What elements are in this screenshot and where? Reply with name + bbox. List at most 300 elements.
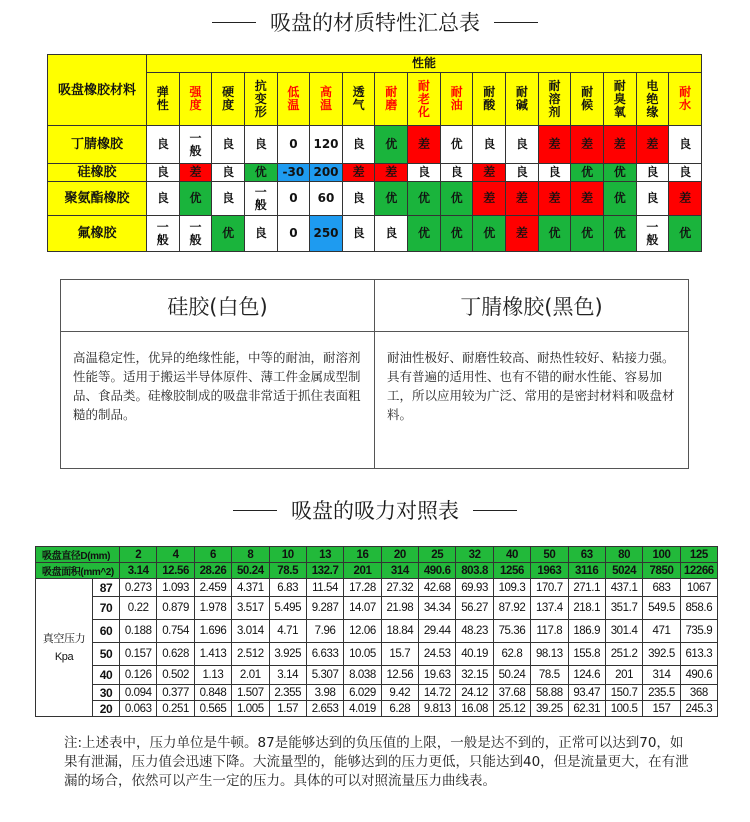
- header-cell: 63: [568, 547, 605, 563]
- rating-value: 良: [156, 165, 169, 179]
- force-cell: 392.5: [643, 643, 680, 666]
- force-cell: 100.5: [605, 701, 642, 717]
- table-row: [48, 216, 702, 252]
- force-cell: 301.4: [605, 620, 642, 643]
- force-cell: 0.565: [194, 701, 231, 717]
- force-cell: 12.06: [344, 620, 381, 643]
- force-cell: 201: [605, 666, 642, 685]
- rating-cell: [440, 126, 473, 164]
- column-header: [342, 73, 375, 126]
- force-cell: 24.12: [456, 685, 493, 701]
- material-description-box: [60, 279, 689, 469]
- rating-value: 差: [515, 191, 528, 205]
- pressure-label: [36, 579, 93, 717]
- column-header-label: 耐磨: [385, 85, 398, 112]
- rating-value: 差: [548, 137, 561, 151]
- force-cell: 48.23: [456, 620, 493, 643]
- force-cell: 14.72: [419, 685, 456, 701]
- rating-value: 0: [289, 226, 298, 240]
- rating-value: 良: [515, 137, 528, 151]
- rating-value: 200: [313, 165, 339, 179]
- force-cell: 4.371: [232, 579, 269, 597]
- table-row: [36, 685, 718, 701]
- force-cell: 4.019: [344, 701, 381, 717]
- force-cell: 1.13: [194, 666, 231, 685]
- rating-cell: [669, 126, 702, 164]
- force-cell: 37.68: [493, 685, 530, 701]
- force-cell: 69.93: [456, 579, 493, 597]
- force-cell: 7.96: [306, 620, 343, 643]
- rating-value: 优: [417, 191, 430, 205]
- description-nitrile: [374, 280, 688, 468]
- force-cell: 235.5: [643, 685, 680, 701]
- force-cell: 0.377: [157, 685, 194, 701]
- rating-cell: [636, 164, 669, 182]
- header-cell: 125: [680, 547, 717, 563]
- column-header-label: 强度: [189, 85, 202, 112]
- force-cell: 0.273: [120, 579, 157, 597]
- material-name: 聚氨酯橡胶: [48, 182, 147, 216]
- force-cell: 62.31: [568, 701, 605, 717]
- force-cell: 368: [680, 685, 717, 701]
- rating-value: 良: [222, 191, 235, 205]
- force-cell: 0.754: [157, 620, 194, 643]
- rating-cell: [310, 182, 343, 216]
- material-properties-table: [47, 54, 702, 252]
- column-header-label: 耐溶剂: [548, 78, 561, 119]
- force-cell: 32.15: [456, 666, 493, 685]
- pressure-value: 70: [93, 597, 120, 620]
- rating-value: 优: [254, 165, 267, 179]
- force-cell: 42.68: [419, 579, 456, 597]
- rating-cell: [179, 164, 212, 182]
- rating-cell: [506, 164, 539, 182]
- rating-value: 良: [646, 191, 659, 205]
- rating-cell: [603, 216, 636, 252]
- rating-cell: [506, 182, 539, 216]
- table-row: [36, 701, 718, 717]
- material-name: 氟橡胶: [48, 216, 147, 252]
- header-label: 吸盘面积(mm^2): [36, 563, 120, 579]
- column-header: [244, 73, 277, 126]
- force-cell: 98.13: [531, 643, 568, 666]
- rating-value: 差: [483, 191, 496, 205]
- rating-value: 差: [483, 165, 496, 179]
- rating-value: 良: [222, 137, 235, 151]
- rating-value: 差: [548, 191, 561, 205]
- rating-value: 一般: [254, 184, 267, 212]
- header-cell: 1963: [531, 563, 568, 579]
- force-cell: 16.08: [456, 701, 493, 717]
- rating-value: 优: [613, 165, 626, 179]
- rating-cell: [277, 216, 310, 252]
- header-cell: 132.7: [306, 563, 343, 579]
- rating-cell: [408, 164, 441, 182]
- rating-cell: [669, 216, 702, 252]
- rating-value: 250: [313, 226, 339, 240]
- force-cell: 170.7: [531, 579, 568, 597]
- rating-value: 0: [289, 191, 298, 205]
- table-row: [48, 182, 702, 216]
- rating-value: 优: [450, 191, 463, 205]
- force-cell: 5.495: [269, 597, 306, 620]
- header-cell: 80: [605, 547, 642, 563]
- force-cell: 93.47: [568, 685, 605, 701]
- rating-value: 优: [222, 226, 235, 240]
- rating-cell: [571, 164, 604, 182]
- force-cell: 137.4: [531, 597, 568, 620]
- rating-value: 良: [352, 191, 365, 205]
- pressure-value: 60: [93, 620, 120, 643]
- column-header: [603, 73, 636, 126]
- force-cell: 117.8: [531, 620, 568, 643]
- rating-value: 优: [483, 226, 496, 240]
- force-cell: 19.63: [419, 666, 456, 685]
- column-header: [147, 73, 180, 126]
- rating-cell: [571, 216, 604, 252]
- rating-cell: [147, 126, 180, 164]
- force-cell: 78.5: [531, 666, 568, 685]
- header-cell: 50.24: [232, 563, 269, 579]
- rating-cell: [147, 164, 180, 182]
- pressure-label-line2: Kpa: [54, 650, 74, 663]
- pressure-value: 40: [93, 666, 120, 685]
- rating-cell: [636, 182, 669, 216]
- rating-cell: [669, 182, 702, 216]
- column-header: [636, 73, 669, 126]
- force-cell: 2.653: [306, 701, 343, 717]
- rating-value: 优: [450, 137, 463, 151]
- column-header: [506, 73, 539, 126]
- column-header-label: 硬度: [222, 85, 235, 112]
- rating-cell: [147, 182, 180, 216]
- force-cell: 18.84: [381, 620, 418, 643]
- rating-value: 优: [613, 191, 626, 205]
- header-cell: 4: [157, 547, 194, 563]
- force-cell: 858.6: [680, 597, 717, 620]
- force-cell: 0.063: [120, 701, 157, 717]
- force-cell: 683: [643, 579, 680, 597]
- force-cell: 613.3: [680, 643, 717, 666]
- force-cell: 3.14: [269, 666, 306, 685]
- rating-cell: [277, 182, 310, 216]
- force-cell: 3.98: [306, 685, 343, 701]
- header-cell: 50: [531, 547, 568, 563]
- rating-cell: [375, 164, 408, 182]
- rating-cell: [212, 216, 245, 252]
- force-cell: 2.355: [269, 685, 306, 701]
- force-cell: 9.42: [381, 685, 418, 701]
- title-rule-right: [494, 22, 538, 23]
- rating-cell: [636, 216, 669, 252]
- force-cell: 24.53: [419, 643, 456, 666]
- diameter-row: [36, 547, 718, 563]
- description-heading: 硅胶(白色): [61, 280, 374, 332]
- force-cell: 14.07: [344, 597, 381, 620]
- force-cell: 218.1: [568, 597, 605, 620]
- force-cell: 1.978: [194, 597, 231, 620]
- force-cell: 1.005: [232, 701, 269, 717]
- force-cell: 245.3: [680, 701, 717, 717]
- header-cell: 803.8: [456, 563, 493, 579]
- header-cell: 8: [232, 547, 269, 563]
- force-cell: 40.19: [456, 643, 493, 666]
- force-cell: 3.014: [232, 620, 269, 643]
- column-header: [669, 73, 702, 126]
- rating-cell: [408, 126, 441, 164]
- rating-cell: [179, 126, 212, 164]
- header-cell: 100: [643, 547, 680, 563]
- rating-cell: [179, 182, 212, 216]
- force-cell: 1.507: [232, 685, 269, 701]
- material-name: 硅橡胶: [48, 164, 147, 182]
- force-cell: 3.517: [232, 597, 269, 620]
- force-cell: 3.925: [269, 643, 306, 666]
- force-cell: 549.5: [643, 597, 680, 620]
- force-cell: 0.848: [194, 685, 231, 701]
- column-header: [440, 73, 473, 126]
- table-row: [36, 579, 718, 597]
- description-text: 耐油性极好、耐磨性较高、耐热性较好、粘接力强。具有普遍的适用性、也有不错的耐水性能、容易加工，所以应用较为广泛、常用的是密封材料和吸盘材料。: [387, 350, 675, 422]
- force-cell: 17.28: [344, 579, 381, 597]
- header-cell: 3116: [568, 563, 605, 579]
- rating-cell: [375, 126, 408, 164]
- title-rule-left: [212, 22, 256, 23]
- rating-cell: [506, 126, 539, 164]
- rating-value: 良: [646, 165, 659, 179]
- rating-cell: [375, 216, 408, 252]
- rating-cell: [603, 182, 636, 216]
- rating-cell: [473, 182, 506, 216]
- force-cell: 437.1: [605, 579, 642, 597]
- force-cell: 58.88: [531, 685, 568, 701]
- column-header: [179, 73, 212, 126]
- suction-force-table: [35, 546, 718, 717]
- group-header: 性能: [147, 55, 702, 73]
- rating-value: 良: [156, 191, 169, 205]
- rating-value: 优: [385, 137, 398, 151]
- rating-value: 优: [581, 165, 594, 179]
- header-cell: 10: [269, 547, 306, 563]
- force-cell: 490.6: [680, 666, 717, 685]
- force-cell: 27.32: [381, 579, 418, 597]
- rating-value: 差: [189, 165, 202, 179]
- rating-value: 差: [352, 165, 365, 179]
- rating-cell: [342, 182, 375, 216]
- table-row: [36, 666, 718, 685]
- pressure-value: 20: [93, 701, 120, 717]
- force-cell: 39.25: [531, 701, 568, 717]
- rating-value: 良: [679, 165, 692, 179]
- table-row: [36, 597, 718, 620]
- force-cell: 2.512: [232, 643, 269, 666]
- material-name: 丁腈橡胶: [48, 126, 147, 164]
- header-cell: 32: [456, 547, 493, 563]
- header-cell: 28.26: [194, 563, 231, 579]
- rating-value: 差: [613, 137, 626, 151]
- force-cell: 157: [643, 701, 680, 717]
- force-cell: 9.813: [419, 701, 456, 717]
- rating-cell: [538, 126, 571, 164]
- header-cell: 12.56: [157, 563, 194, 579]
- force-cell: 56.27: [456, 597, 493, 620]
- rating-value: 优: [613, 226, 626, 240]
- column-header-label: 耐候: [581, 85, 594, 112]
- suction-section-title: [0, 494, 750, 526]
- force-cell: 9.287: [306, 597, 343, 620]
- rating-value: 差: [581, 137, 594, 151]
- force-cell: 87.92: [493, 597, 530, 620]
- force-cell: 314: [643, 666, 680, 685]
- rating-value: 差: [646, 137, 659, 151]
- table-row: [36, 643, 718, 666]
- force-cell: 471: [643, 620, 680, 643]
- force-cell: 251.2: [605, 643, 642, 666]
- force-cell: 0.502: [157, 666, 194, 685]
- rating-value: 差: [515, 226, 528, 240]
- force-cell: 2.01: [232, 666, 269, 685]
- force-cell: 25.12: [493, 701, 530, 717]
- force-cell: 124.6: [568, 666, 605, 685]
- rating-cell: [244, 164, 277, 182]
- corner-label: 吸盘橡胶材料: [48, 55, 147, 126]
- description-silicone: [61, 280, 374, 468]
- force-cell: 0.126: [120, 666, 157, 685]
- rating-cell: [212, 126, 245, 164]
- rating-cell: [473, 164, 506, 182]
- force-cell: 1067: [680, 579, 717, 597]
- force-cell: 6.633: [306, 643, 343, 666]
- rating-cell: [244, 216, 277, 252]
- rating-cell: [538, 216, 571, 252]
- rating-value: 差: [581, 191, 594, 205]
- header-cell: 1256: [493, 563, 530, 579]
- rating-cell: [538, 182, 571, 216]
- rating-value: 良: [254, 137, 267, 151]
- column-header-label: 低温: [287, 85, 300, 112]
- rating-cell: [179, 216, 212, 252]
- column-header-label: 透气: [352, 85, 365, 112]
- header-cell: 6: [194, 547, 231, 563]
- rating-value: -30: [282, 165, 305, 179]
- header-label: 吸盘直径D(mm): [36, 547, 120, 563]
- force-cell: 75.36: [493, 620, 530, 643]
- table-row: [36, 620, 718, 643]
- column-header-label: 耐油: [450, 85, 463, 112]
- force-cell: 0.188: [120, 620, 157, 643]
- rating-cell: [244, 182, 277, 216]
- material-section-title: [0, 6, 750, 38]
- column-header: [538, 73, 571, 126]
- force-cell: 0.22: [120, 597, 157, 620]
- force-cell: 11.54: [306, 579, 343, 597]
- rating-cell: [440, 164, 473, 182]
- rating-value: 差: [417, 137, 430, 151]
- pressure-label-line1: 真空压力: [42, 632, 86, 645]
- rating-cell: [408, 216, 441, 252]
- rating-cell: [669, 164, 702, 182]
- force-cell: 1.57: [269, 701, 306, 717]
- force-cell: 0.251: [157, 701, 194, 717]
- rating-value: 良: [156, 137, 169, 151]
- header-cell: 40: [493, 547, 530, 563]
- force-cell: 50.24: [493, 666, 530, 685]
- force-cell: 8.038: [344, 666, 381, 685]
- column-header-label: 抗变形: [254, 78, 267, 119]
- rating-value: 优: [581, 226, 594, 240]
- force-cell: 0.094: [120, 685, 157, 701]
- force-cell: 29.44: [419, 620, 456, 643]
- rating-cell: [571, 182, 604, 216]
- column-header: [212, 73, 245, 126]
- rating-cell: [603, 164, 636, 182]
- column-header: [277, 73, 310, 126]
- rating-cell: [538, 164, 571, 182]
- column-header-label: 耐老化: [417, 78, 430, 119]
- force-cell: 6.029: [344, 685, 381, 701]
- rating-value: 良: [385, 226, 398, 240]
- rating-value: 0: [289, 137, 298, 151]
- rating-cell: [212, 182, 245, 216]
- header-cell: 5024: [605, 563, 642, 579]
- footnote: 注:上述表中，压力单位是牛顿。87是能够达到的负压值的上限，一般是达不到的，正常可以达到70，如果有泄漏，压力值会迅速下降。大流量型的，能够达到的压力更低，只能达到40，但是流量更大，在有泄漏的场合，依然可以产生一定的压力。具体的可以对照流量压力曲线表。: [64, 735, 689, 789]
- area-row: [36, 563, 718, 579]
- rating-cell: [571, 126, 604, 164]
- rating-value: 优: [189, 191, 202, 205]
- table-row: [48, 126, 702, 164]
- rating-cell: [440, 182, 473, 216]
- force-cell: 12.56: [381, 666, 418, 685]
- column-header: [473, 73, 506, 126]
- header-cell: 20: [381, 547, 418, 563]
- header-cell: 201: [344, 563, 381, 579]
- force-cell: 62.8: [493, 643, 530, 666]
- column-header-label: 电绝缘: [646, 78, 659, 119]
- force-cell: 735.9: [680, 620, 717, 643]
- column-header: [375, 73, 408, 126]
- rating-cell: [212, 164, 245, 182]
- table-row: [48, 164, 702, 182]
- rating-value: 一般: [646, 219, 659, 247]
- material-title-text: 吸盘的材质特性汇总表: [270, 11, 480, 35]
- column-header-label: 耐水: [679, 85, 692, 112]
- rating-cell: [342, 216, 375, 252]
- rating-cell: [473, 216, 506, 252]
- description-text: 高温稳定性，优异的绝缘性能，中等的耐油，耐溶剂性能等。适用于搬运半导体原件、薄工件金属成型制品、食品类。硅橡胶制成的吸盘非常适于抓住表面粗糙的制品。: [73, 350, 361, 422]
- rating-cell: [310, 126, 343, 164]
- force-cell: 1.696: [194, 620, 231, 643]
- force-cell: 2.459: [194, 579, 231, 597]
- force-cell: 0.879: [157, 597, 194, 620]
- column-header: [571, 73, 604, 126]
- force-cell: 186.9: [568, 620, 605, 643]
- rating-value: 优: [548, 226, 561, 240]
- rating-value: 良: [548, 165, 561, 179]
- column-header-label: 耐臭氧: [613, 78, 626, 119]
- force-cell: 0.628: [157, 643, 194, 666]
- header-cell: 490.6: [419, 563, 456, 579]
- pressure-value: 87: [93, 579, 120, 597]
- force-cell: 10.05: [344, 643, 381, 666]
- rating-cell: [408, 182, 441, 216]
- pressure-value: 50: [93, 643, 120, 666]
- rating-cell: [277, 126, 310, 164]
- force-cell: 6.28: [381, 701, 418, 717]
- header-cell: 7850: [643, 563, 680, 579]
- rating-cell: [147, 216, 180, 252]
- rating-cell: [473, 126, 506, 164]
- column-header: [310, 73, 343, 126]
